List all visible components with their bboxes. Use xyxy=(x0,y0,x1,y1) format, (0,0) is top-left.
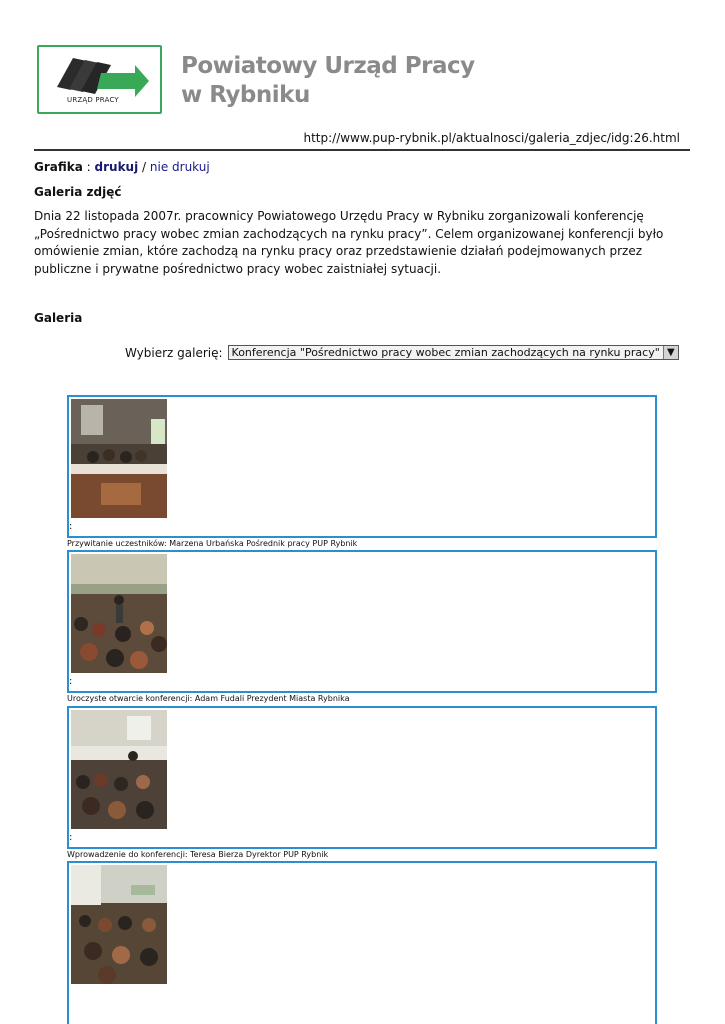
print-options-separator-2: / xyxy=(138,160,150,174)
gallery-select[interactable] xyxy=(228,345,679,360)
pup-logo xyxy=(37,45,162,114)
gallery-item-meta: : xyxy=(69,676,73,687)
gallery-title: Galeria xyxy=(34,311,83,325)
gallery-item-meta: : xyxy=(69,521,73,532)
logo-caption: URZĄD PRACY xyxy=(67,96,119,104)
gallery-photo[interactable] xyxy=(71,710,167,829)
gallery-caption: Uroczyste otwarcie konferencji: Adam Fudali Prezydent Miasta Rybnika xyxy=(67,694,350,703)
gallery-photo[interactable] xyxy=(71,399,167,518)
print-options-label: Grafika xyxy=(34,160,83,174)
gallery-item xyxy=(67,706,657,849)
gallery-select-label: Wybierz galerię: xyxy=(125,345,223,360)
gallery-selector xyxy=(125,345,679,360)
gallery-caption: Wprowadzenie do konferencji: Teresa Bierza Dyrektor PUP Rybnik xyxy=(67,850,329,859)
organization-name-line2: w Rybniku xyxy=(181,82,310,108)
header-divider xyxy=(34,149,690,151)
chevron-down-icon: ▼ xyxy=(663,346,678,359)
print-link[interactable]: drukuj xyxy=(94,160,139,174)
gallery-item-meta: : xyxy=(69,832,73,843)
article-title: Galeria zdjęć xyxy=(34,185,122,199)
organization-name-line1: Powiatowy Urząd Pracy xyxy=(181,53,475,79)
page-url: http://www.pup-rybnik.pl/aktualnosci/galeria_zdjec/idg:26.html xyxy=(303,131,680,145)
organization-name xyxy=(181,52,475,110)
print-options-separator: : xyxy=(82,160,95,174)
article-body: Dnia 22 listopada 2007r. pracownicy Powiatowego Urzędu Pracy w Rybniku zorganizowali konferencję „Pośrednictwo pracy wobec zmian zachodzących na rynku pracy”. Celem organizowanej konferencji było omówienie zmian, które zachodzą na rynku pracy oraz przedstawienie działań podejmowanych przez publiczne i prywatne pośrednictwo pracy wobec zaistniałej sytuacji. xyxy=(34,209,664,276)
gallery-item xyxy=(67,395,657,538)
gallery-item xyxy=(67,550,657,693)
gallery-caption: Przywitanie uczestników: Marzena Urbańska Pośrednik pracy PUP Rybnik xyxy=(67,539,358,548)
no-print-link[interactable]: nie drukuj xyxy=(149,160,210,174)
print-options xyxy=(34,160,210,174)
gallery-photo[interactable] xyxy=(71,865,167,984)
gallery-select-value: Konferencja "Pośrednictwo pracy wobec zmian zachodzących na rynku pracy" xyxy=(229,346,663,359)
gallery-item xyxy=(67,861,657,1024)
gallery-photo[interactable] xyxy=(71,554,167,673)
